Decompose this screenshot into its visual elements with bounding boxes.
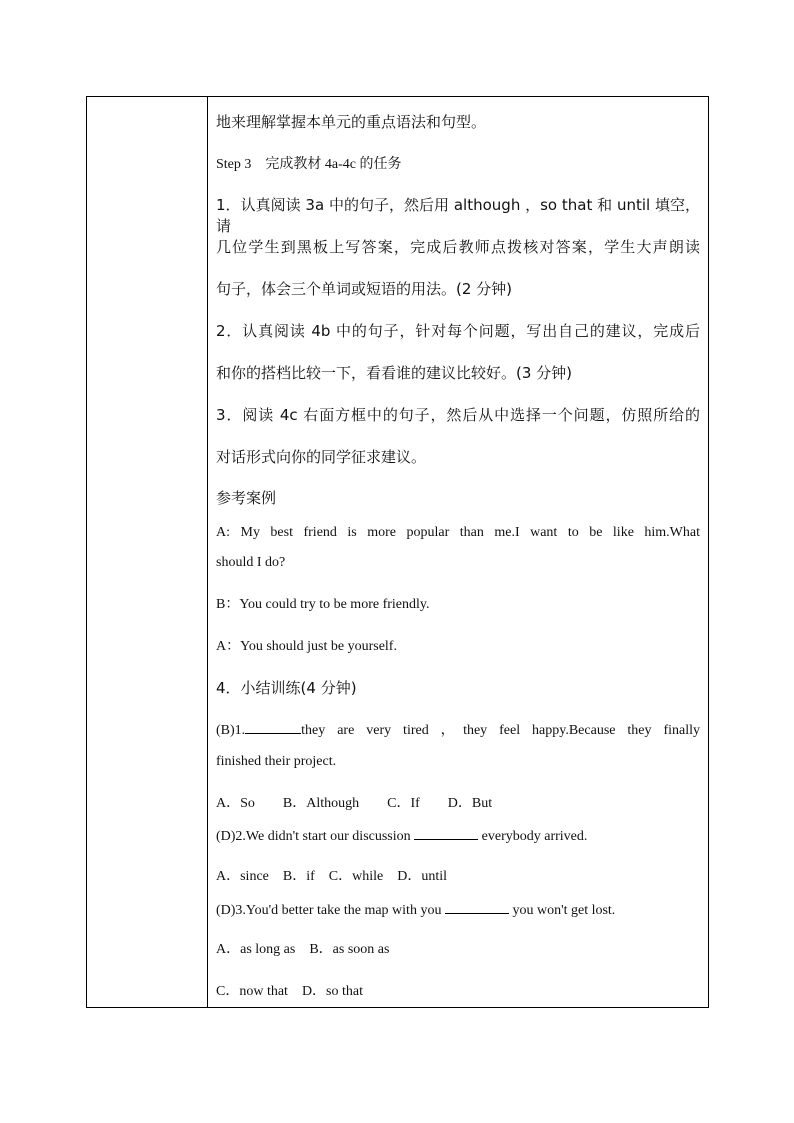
dialogue-line: should I do? <box>216 555 286 570</box>
text-line: 对话形式向你的同学征求建议。 <box>216 448 427 466</box>
question-2-text-end: everybody arrived. <box>478 829 588 844</box>
question-1-line1 <box>216 719 700 739</box>
left-column-cell <box>87 97 208 1007</box>
text-line: 地来理解掌握本单元的重点语法和句型。 <box>216 113 487 131</box>
text-line: 几位学生到黑板上写答案，完成后教师点拨核对答案，学生大声朗读 <box>216 238 700 256</box>
content-table <box>86 96 709 1008</box>
question-1-line2: finished their project. <box>216 754 337 769</box>
answer-blank <box>245 721 301 734</box>
text-line: 2．认真阅读 4b 中的句子，针对每个问题，写出自己的建议，完成后 <box>216 322 700 340</box>
text-line: 1．认真阅读 3a 中的句子，然后用 although ，so that 和 until 填空，请 <box>216 196 700 235</box>
text-line: 句子，体会三个单词或短语的用法。(2 分钟) <box>216 280 513 298</box>
section-label: 4．小结训练(4 分钟) <box>216 679 357 697</box>
dialogue-line: B：You could try to be more friendly. <box>216 597 430 612</box>
section-label: 参考案例 <box>216 489 277 507</box>
question-3-text-end: you won't get lost. <box>508 903 616 918</box>
question-1-text: they are very tired ，they feel happy.Because they finally <box>301 723 700 738</box>
step-heading: Step 3 完成教材 4a-4c 的任务 <box>216 157 402 172</box>
question-1-number: (B)1. <box>216 723 246 738</box>
dialogue-line: A: My best friend is more popular than me.I want to be like him.What <box>216 525 700 540</box>
question-3-options-c-d: C．now that D．so that <box>216 984 363 999</box>
question-2 <box>216 827 700 845</box>
question-2-options: A．since B．if C．while D．until <box>216 869 447 884</box>
question-3-options-a-b: A．as long as B．as soon as <box>216 942 390 957</box>
text-line: 3．阅读 4c 右面方框中的句子，然后从中选择一个问题，仿照所给的 <box>216 406 700 424</box>
question-1-options: A．So B．Although C．If D．But <box>216 796 493 811</box>
right-column-cell <box>208 97 708 1007</box>
text-line: 和你的搭档比较一下，看看谁的建议比较好。(3 分钟) <box>216 364 573 382</box>
answer-blank <box>445 901 509 914</box>
question-2-text-start: (D)2.We didn't start our discussion <box>216 829 415 844</box>
question-3-text-start: (D)3.You'd better take the map with you <box>216 903 445 918</box>
dialogue-line: A：You should just be yourself. <box>216 639 397 654</box>
question-3 <box>216 901 700 919</box>
answer-blank <box>414 827 478 840</box>
